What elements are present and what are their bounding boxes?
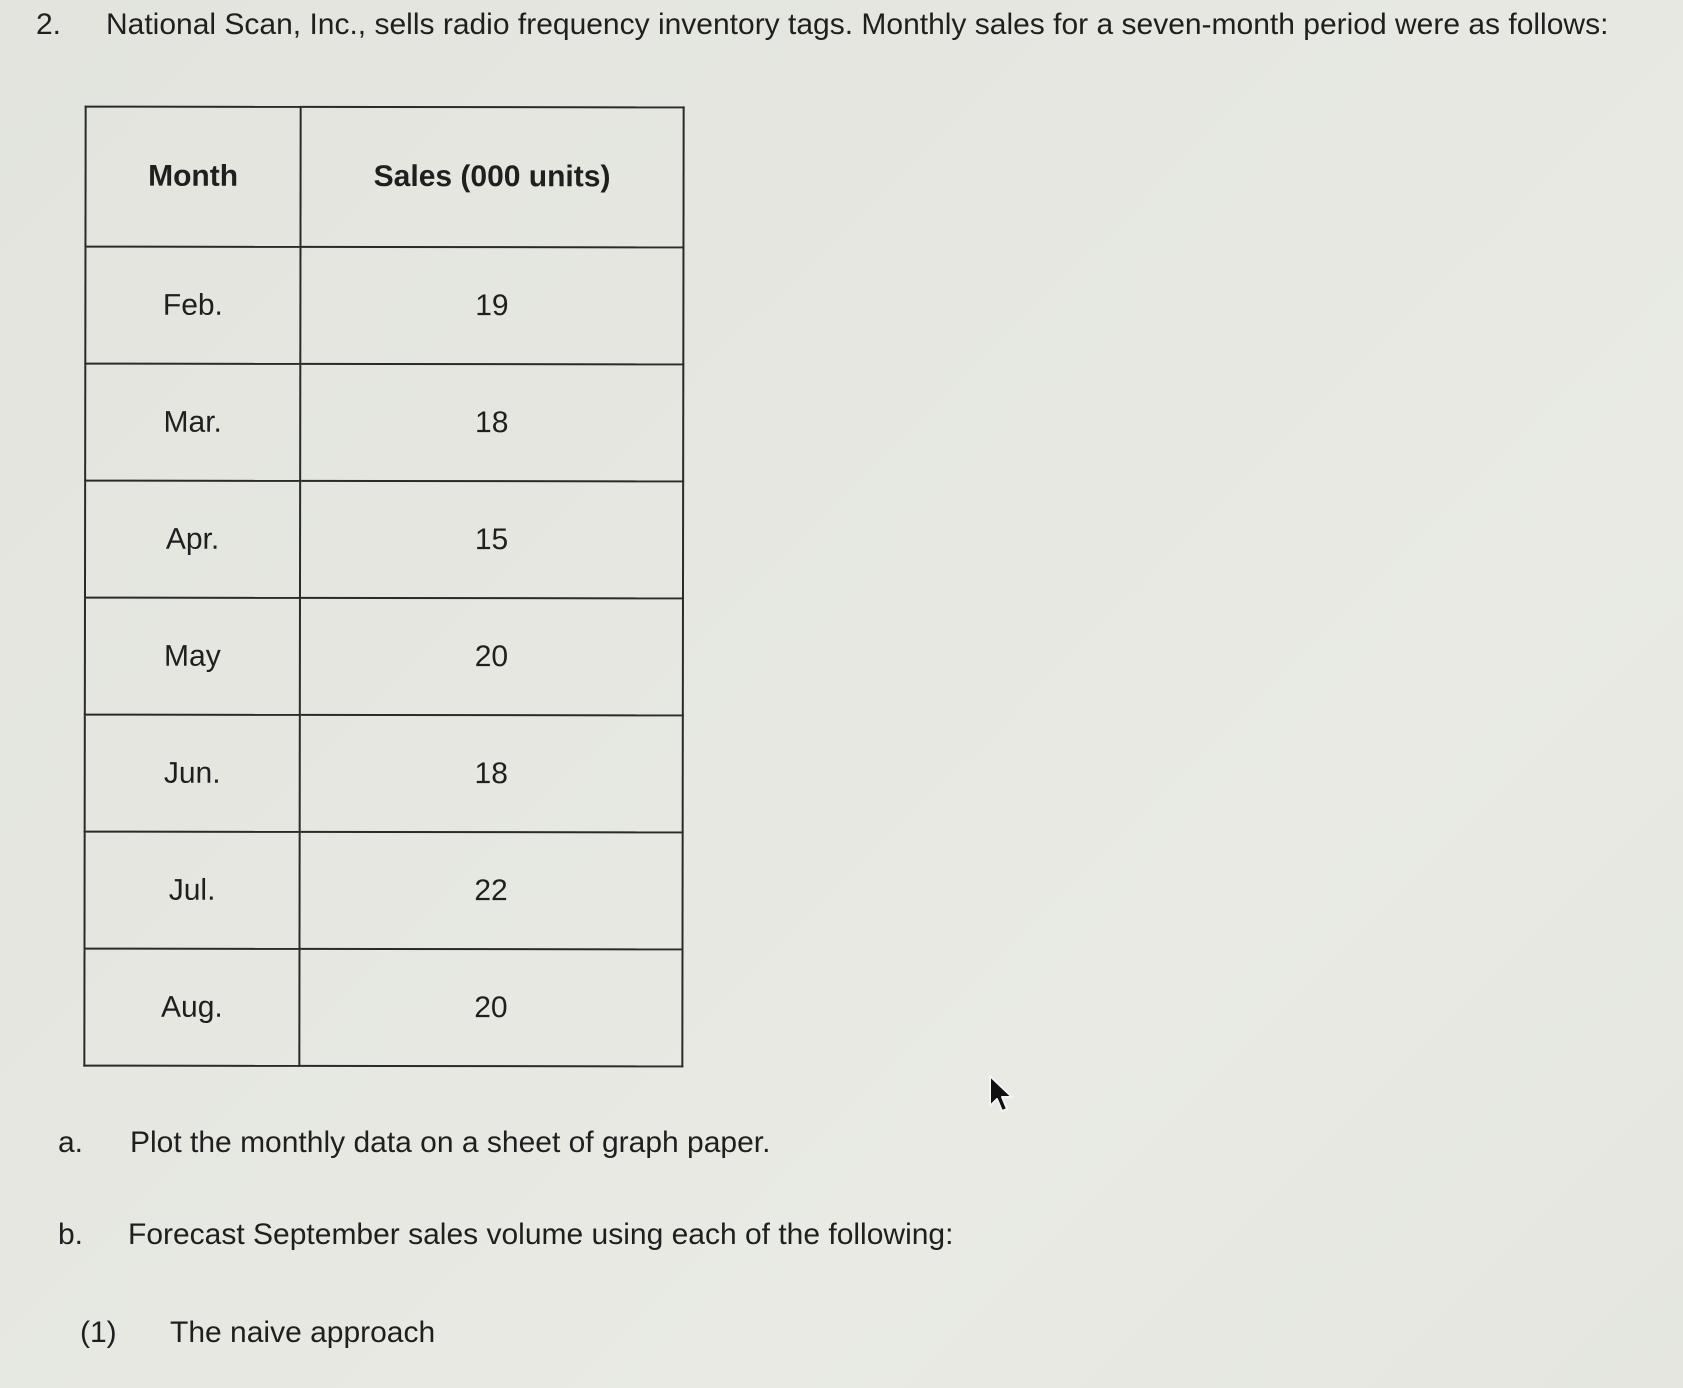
month-cell: Mar. xyxy=(85,364,300,481)
sales-cell: 20 xyxy=(300,598,683,716)
month-cell: May xyxy=(85,598,300,715)
sales-cell: 22 xyxy=(299,832,682,950)
header-sales: Sales (000 units) xyxy=(300,107,683,248)
table-row xyxy=(84,832,682,950)
month-cell: Apr. xyxy=(85,481,300,598)
sales-cell: 19 xyxy=(300,247,683,365)
part-b1-label: (1) xyxy=(80,1316,117,1349)
sales-table xyxy=(83,106,684,1068)
month-cell: Jun. xyxy=(85,715,300,832)
table-row xyxy=(85,247,683,365)
mouse-pointer-icon xyxy=(988,1074,1018,1118)
header-month: Month xyxy=(85,107,300,247)
part-b1-text: The naive approach xyxy=(170,1316,436,1349)
month-cell: Jul. xyxy=(84,832,299,949)
table-header-row xyxy=(85,107,683,248)
sales-cell: 15 xyxy=(300,481,683,599)
table-row xyxy=(85,715,683,833)
month-cell: Aug. xyxy=(84,949,299,1066)
problem-number: 2. xyxy=(36,8,62,41)
part-b-label: b. xyxy=(58,1218,84,1251)
part-a-label: a. xyxy=(58,1126,84,1159)
sales-cell: 18 xyxy=(300,715,683,833)
table-row xyxy=(85,598,683,716)
part-b-text: Forecast September sales volume using each of the following: xyxy=(128,1218,954,1251)
table-row xyxy=(84,949,682,1067)
sales-cell: 18 xyxy=(300,364,683,482)
sales-cell: 20 xyxy=(299,949,682,1067)
table-row xyxy=(85,481,683,599)
problem-statement: National Scan, Inc., sells radio frequency inventory tags. Monthly sales for a seven-month period were as follows: xyxy=(106,8,1609,41)
table-row xyxy=(85,364,683,482)
month-cell: Feb. xyxy=(85,247,300,364)
part-a-text: Plot the monthly data on a sheet of graph paper. xyxy=(130,1126,771,1159)
